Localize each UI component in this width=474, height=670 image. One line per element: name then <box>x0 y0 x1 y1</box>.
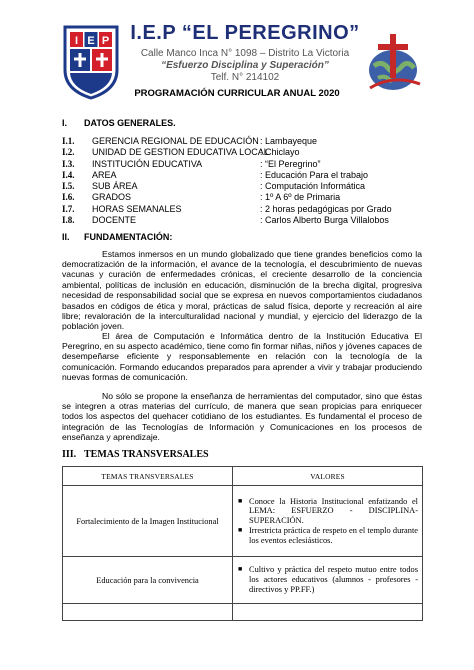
valor-item: ■ Conoce la Historia Institucional enfatizando el LEMA: ESFUERZO - DISCIPLINA- SUPERACIÓN. <box>249 497 418 526</box>
tema-cell: Educación para la convivencia <box>63 557 233 604</box>
school-address: Calle Manco Inca N° 1098 – Distrito La Victoria <box>140 48 350 59</box>
row-value: : Lambayeque <box>260 136 318 146</box>
empty-cell <box>233 604 423 621</box>
section-fundamentacion <box>62 232 172 242</box>
valores-cell <box>233 557 423 604</box>
logo-letter: E <box>87 35 95 47</box>
row-value: : Educación Para el trabajo <box>260 169 369 180</box>
row-label: HORAS SEMANALES <box>92 203 182 214</box>
table-row-empty <box>63 604 423 621</box>
valor-item: ■ Irrestricta práctica de respeto en el templo durante los eventos eclesiásticos. <box>249 526 418 546</box>
row-label: GERENCIA REGIONAL DE EDUCACIÓN <box>92 136 259 146</box>
logo-letter: I <box>74 35 79 47</box>
row-value: : 2 horas pedagógicas por Grado <box>260 203 392 214</box>
row-value: : Chiclayo <box>260 147 300 158</box>
document-title: PROGRAMACIÓN CURRICULAR ANUAL 2020 <box>134 88 340 99</box>
row-label: AREA <box>92 169 117 180</box>
valores-cell <box>233 486 423 557</box>
empty-cell <box>63 604 233 621</box>
school-phone: Telf. N° 214102 <box>210 72 280 83</box>
section-title: TEMAS TRANSVERSALES <box>84 449 209 460</box>
table-row <box>63 557 423 604</box>
table-header-row <box>63 467 423 486</box>
row-label: GRADOS <box>92 192 132 203</box>
datos-row <box>62 192 442 203</box>
row-index: I.8. <box>62 215 75 226</box>
section-temas-transversales <box>62 449 209 460</box>
temas-transversales-table <box>62 466 423 621</box>
fundamentacion-paragraph: Estamos inmersos en un mundo globalizado que tiene grandes beneficios como la democratización de la información, el avance de la tecnología, el descubrimiento de nuevas vacunas y curación de enfermedades crónicas, el creciente desarrollo de la conciencia ambiental, políticas de inclusión en educación, disminución de la brecha digital, progresiva necesidad de responsabilidad social que se expresa en nuevos comportamientos ciudadanos basados en códigos de ética y moral, prácticas de salud física, deporte y recreación al aire libre; revaloración de la interculturalidad nacional y mundial, y ejercicio del liderazgo de la población joven. <box>62 248 422 332</box>
row-index: I.1. <box>62 136 75 146</box>
datos-row <box>62 215 442 226</box>
section-title: FUNDAMENTACIÓN: <box>84 232 173 242</box>
row-index: I.4. <box>62 169 75 180</box>
section-title: DATOS GENERALES. <box>84 118 176 128</box>
valores-list <box>237 497 418 546</box>
globe-cross-logo <box>360 30 426 96</box>
school-name-title: I.E.P “EL PEREGRINO” <box>130 22 360 44</box>
datos-row <box>62 181 442 192</box>
tema-cell: Fortalecimiento de la Imagen Institucional <box>63 486 233 557</box>
section-datos-generales <box>62 118 176 128</box>
datos-generales-list <box>62 136 442 226</box>
row-index: I.7. <box>62 203 75 214</box>
table-header-cell: TEMAS TRANSVERSALES <box>63 467 233 486</box>
datos-row <box>62 159 442 170</box>
row-label: DOCENTE <box>92 215 137 226</box>
row-index: I.2. <box>62 147 75 158</box>
section-number: II. <box>62 232 70 242</box>
datos-row <box>62 204 442 215</box>
datos-row <box>62 147 442 158</box>
table-row <box>63 486 423 557</box>
section-number: III. <box>62 449 77 460</box>
row-value: : Computación Informática <box>260 181 366 192</box>
row-label: SUB ÁREA <box>92 181 138 192</box>
datos-row <box>62 136 442 147</box>
row-index: I.6. <box>62 192 75 203</box>
fundamentacion-paragraph: El área de Computación e Informática dentro de la Institución Educativa El Peregrino, en su aspecto académico, tiene como fin formar niñas, niños y jóvenes capaces de desempeñarse eficiente y responsablemente en relación con la tecnología de la comunicación. Formando educandos preparados para aprender a vivir y trabajar produciendo nuevas formas de comunicación. <box>62 330 422 383</box>
valor-item: ■ Cultivo y práctica del respeto mutuo entre todos los actores educativos (alumnos - profesores - directivos y PP.FF.) <box>249 565 418 594</box>
datos-row <box>62 170 442 181</box>
row-label: INSTITUCIÓN EDUCATIVA <box>92 158 203 169</box>
table-header-cell: VALORES <box>233 467 423 486</box>
section-number: I. <box>62 118 68 128</box>
row-index: I.3. <box>62 158 75 169</box>
logo-letter: P <box>101 35 110 47</box>
row-index: I.5. <box>62 181 75 192</box>
row-value: : Carlos Alberto Burga Villalobos <box>260 215 389 226</box>
fundamentacion-paragraph: No sólo se propone la enseñanza de herramientas del computador, sino que éstas se integren a otras materias del currículo, de manera que sean propicias para enriquecer todos los aspectos del quehacer cotidiano de los estudiantes. Es fundamental el proceso de integración de las Tecnologías de Información y Comunicaciones en los procesos de enseñanza y aprendizaje. <box>62 390 422 443</box>
row-value: : 1º A 6º de Primaria <box>260 192 341 203</box>
school-motto: “Esfuerzo Disciplina y Superación” <box>161 60 329 71</box>
row-value: : “El Peregrino” <box>260 158 321 169</box>
valores-list <box>237 565 418 594</box>
row-label: UNIDAD DE GESTION EDUCATIVA LOCAL <box>92 147 269 158</box>
